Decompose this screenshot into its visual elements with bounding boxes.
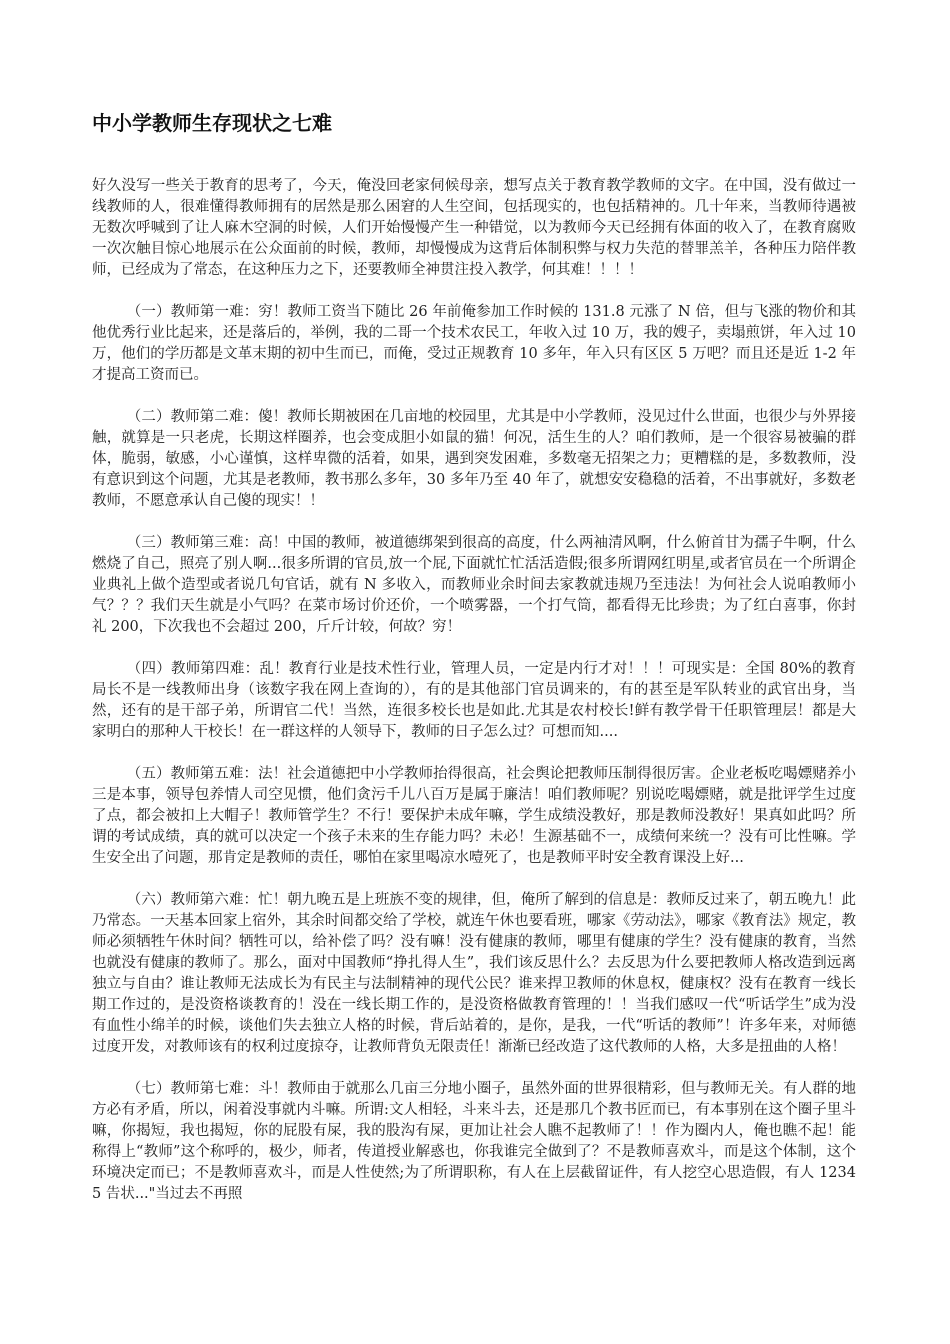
paragraph-difficulty-7: （七）教师第七难：斗！教师由于就那么几亩三分地小圈子，虽然外面的世界很精彩，但与教师无关。有人群的地方必有矛盾，所以，闲着没事就内斗嘛。所谓:文人相轻，斗来斗去，还是那几个教书匠而已，有本事别在这个圈子里斗嘛，你揭短，我也揭短，你的屁股有屎，我的股沟有屎，更加让社会人瞧不起教师了！！作为圈内人，俺也瞧不起！能称得上“教师”这个称呼的，极少，师者，传道授业解惑也，你我谁完全做到了？不是教师喜欢斗，而是这个体制，这个环境决定而已；不是教师喜欢斗，而是人性使然;为了所谓职称，有人在上层截留证件，有人挖空心思造假，有人 12345 告状..."当过去不再照 <box>92 1081 856 1202</box>
document-title: 中小学教师生存现状之七难 <box>92 111 332 135</box>
paragraph-difficulty-6: （六）教师第六难：忙！朝九晚五是上班族不变的规律，但，俺所了解到的信息是：教师反过来了，朝五晚九！此乃常态。一天基本回家上宿外，其余时间都交给了学校，就连午休也要看班，哪家《劳动法》，哪家《教育法》规定，教师必须牺牲午休时间？牺牲可以，给补偿了吗？没有嘛！没有健康的教师，哪里有健康的学生？没有健康的教育，当然也就没有健康的教师了。那么，面对中国教师“挣扎得人生”，我们该反思什么？去反思为什么要把教师人格改造到远离独立与自由？谁让教师无法成长为有民主与法制精神的现代公民？谁来捍卫教师的休息权，健康权？没有在教育一线长期工作过的，是没资格谈教育的！没在一线长期工作的，是没资格做教育管理的！！当我们感叹一代“听话学生”成为没有血性小绵羊的时候，谈他们失去独立人格的时候，背后站着的，是你，是我，一代“听话的教师”！许多年来，对师德过度开发，对教师该有的权利过度掠夺，让教师背负无限责任！渐渐已经改造了这代教师的人格，大多是扭曲的人格！ <box>92 892 856 1055</box>
paragraph-difficulty-4: （四）教师第四难：乱！教育行业是技术性行业，管理人员，一定是内行才对！！！可现实是：全国 80%的教育局长不是一线教师出身（该数字我在网上查询的），有的是其他部门官员调来的，有的甚至是军队转业的武官出身，当然，还有的是干部子弟，所谓官二代！当然，连很多校长也是如此.尤其是农村校长!鲜有教学骨干任职管理层！都是大家明白的那种人干校长！在一群这样的人领导下，教师的日子怎么过？可想而知.... <box>92 661 856 740</box>
paragraph-difficulty-2: （二）教师第二难：傻！教师长期被困在几亩地的校园里，尤其是中小学教师，没见过什么世面，也很少与外界接触，就算是一只老虎，长期这样圈养，也会变成胆小如鼠的猫！何况，活生生的人？咱们教师，是一个很容易被骗的群体，脆弱，敏感，小心谨慎，这样卑微的活着，如果，遇到突发困难，多数毫无招架之力；更糟糕的是，多数教师，没有意识到这个问题，尤其是老教师，教书那么多年，30 多年乃至 40 年了，就想安安稳稳的活着，不出事就好，多数老教师，不愿意承认自己傻的现实！！ <box>92 409 856 509</box>
paragraph-difficulty-5: （五）教师第五难：法！社会道德把中小学教师抬得很高，社会舆论把教师压制得很厉害。企业老板吃喝嫖赌养小三是本事，领导包养情人司空见惯，他们贪污千儿八百万是属于廉洁！咱们教师呢？别说吃喝嫖赌，就是批评学生过度了点，都会被扣上大帽子！教师管学生？不行！要保护未成年嘛，学生成绩没教好，那是教师没教好！果真如此吗？所谓的考试成绩，真的就可以决定一个孩子未来的生存能力吗？未必！生源基础不一，成绩何来统一？没有可比性嘛。学生安全出了问题，那肯定是教师的责任，哪怕在家里喝凉水噎死了，也是教师平时安全教育课没上好... <box>92 766 856 866</box>
intro-paragraph: 好久没写一些关于教育的思考了，今天，俺没回老家伺候母亲，想写点关于教育教学教师的文字。在中国，没有做过一线教师的人，很难懂得教师拥有的居然是那么困窘的人生空间，包括现实的，也包括精神的。几十年来，当教师待遇被无数次呼喊到了让人麻木空洞的时候，人们开始慢慢产生一种错觉，以为教师今天已经拥有体面的收入了，在教育腐败一次次触目惊心地展示在公众面前的时候，教师，却慢慢成为这背后体制积弊与权力失范的替罪羔羊，各种压力陪伴教师，已经成为了常态，在这种压力之下，还要教师全神贯注投入教学，何其难！！！！ <box>92 178 856 278</box>
document-page <box>92 108 856 1226</box>
paragraph-difficulty-3: （三）教师第三难：高！中国的教师，被道德绑架到很高的高度，什么两袖清风啊，什么俯首甘为孺子牛啊，什么燃烧了自己，照亮了别人啊...很多所谓的官员,放一个屁,下面就忙忙活活造假;很多所谓网红明星,或者官员在一个所谓企业典礼上做个造型或者说几句官话，就有 N 多收入，而教师业余时间去家教就违规乃至违法！为何社会人说咱教师小气？？？我们天生就是小气吗？在菜市场讨价还价，一个喷雾器，一个打气筒，都看得无比珍贵；为了红白喜事，你封礼 200，下次我也不会超过 200，斤斤计较，何故？穷！ <box>92 535 856 635</box>
paragraph-difficulty-1: （一）教师第一难：穷！教师工资当下随比 26 年前俺参加工作时候的 131.8 元涨了 N 倍，但与飞涨的物价和其他优秀行业比起来，还是落后的，举例，我的二哥一个技术农民工，年收入过 10 万，我的嫂子，卖塌煎饼，年入过 10 万，他们的学历都是文革末期的初中生而已，而俺，受过正规教育 10 多年，年入只有区区 5 万吧？而且还是近 1-2 年才提高工资而已。 <box>92 304 856 383</box>
